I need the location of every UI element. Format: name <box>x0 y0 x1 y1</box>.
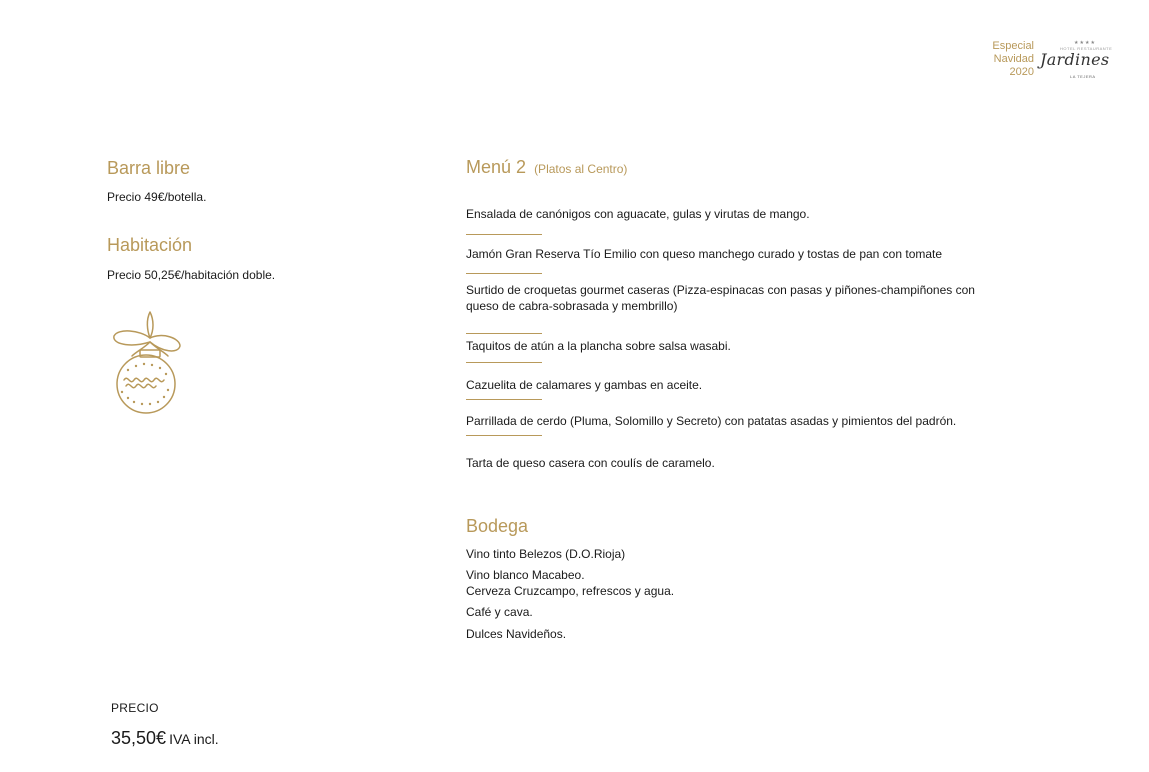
menu-dish: Tarta de queso casera con coulís de caramelo. <box>466 456 715 470</box>
menu-dish: Jamón Gran Reserva Tío Emilio con queso manchego curado y tostas de pan con tomate <box>466 247 943 261</box>
bodega-item: Vino blanco Macabeo. <box>466 568 585 582</box>
special-edition-label <box>978 40 1034 79</box>
menu-dish: Ensalada de canónigos con aguacate, gulas y virutas de mango. <box>466 207 810 221</box>
dish-divider <box>466 333 542 334</box>
tax-note: IVA incl. <box>169 731 219 747</box>
hotel-logo <box>1040 40 1118 86</box>
barra-libre-price: Precio 49€/botella. <box>107 190 207 204</box>
bodega-item: Café y cava. <box>466 605 533 619</box>
barra-libre-section <box>107 158 206 205</box>
price-amount <box>111 728 219 749</box>
badge-line-2: Navidad <box>993 53 1034 65</box>
habitacion-title: Habitación <box>107 235 193 255</box>
price-value: 35,50€ <box>111 728 167 748</box>
badge-line-1: Especial <box>992 40 1034 52</box>
barra-libre-title: Barra libre <box>107 158 191 178</box>
price-label: PRECIO <box>111 701 159 715</box>
bodega-title: Bodega <box>466 516 529 536</box>
menu-dish: Cazuelita de calamares y gambas en aceite. <box>466 378 703 392</box>
habitacion-price: Precio 50,25€/habitación doble. <box>107 268 276 282</box>
menu-title-text: Menú 2 <box>466 157 527 177</box>
bodega-item: Dulces Navideños. <box>466 627 567 641</box>
menu-dish: Taquitos de atún a la plancha sobre salsa wasabi. <box>466 339 731 353</box>
menu-subtitle: (Platos al Centro) <box>534 162 628 176</box>
logo-subtitle: LA TEJERA <box>1070 74 1096 79</box>
dish-divider <box>466 435 542 436</box>
badge-line-3: 2020 <box>1009 66 1034 78</box>
bodega-item: Cerveza Cruzcampo, refrescos y agua. <box>466 584 675 598</box>
header-badge <box>978 40 1118 88</box>
logo-kicker: HOTEL RESTAURANTE <box>1060 46 1113 51</box>
logo-stars: ★★★★ <box>1074 40 1096 46</box>
christmas-bauble-icon <box>106 308 186 416</box>
dish-divider <box>466 362 542 363</box>
logo-name: Jardines <box>1040 50 1110 69</box>
menu-dish: Parrillada de cerdo (Pluma, Solomillo y Secreto) con patatas asadas y pimientos del padrón. <box>466 414 957 428</box>
dish-divider <box>466 399 542 400</box>
bodega-item: Vino tinto Belezos (D.O.Rioja) <box>466 547 626 561</box>
dish-divider <box>466 234 542 235</box>
habitacion-section <box>107 235 275 283</box>
menu-dish: Surtido de croquetas gourmet caseras (Pizza-espinacas con pasas y piñones-champiñones con queso de cabra-sobrasada y membrillo) <box>466 283 975 313</box>
menu-title <box>466 157 627 178</box>
dish-divider <box>466 273 542 274</box>
